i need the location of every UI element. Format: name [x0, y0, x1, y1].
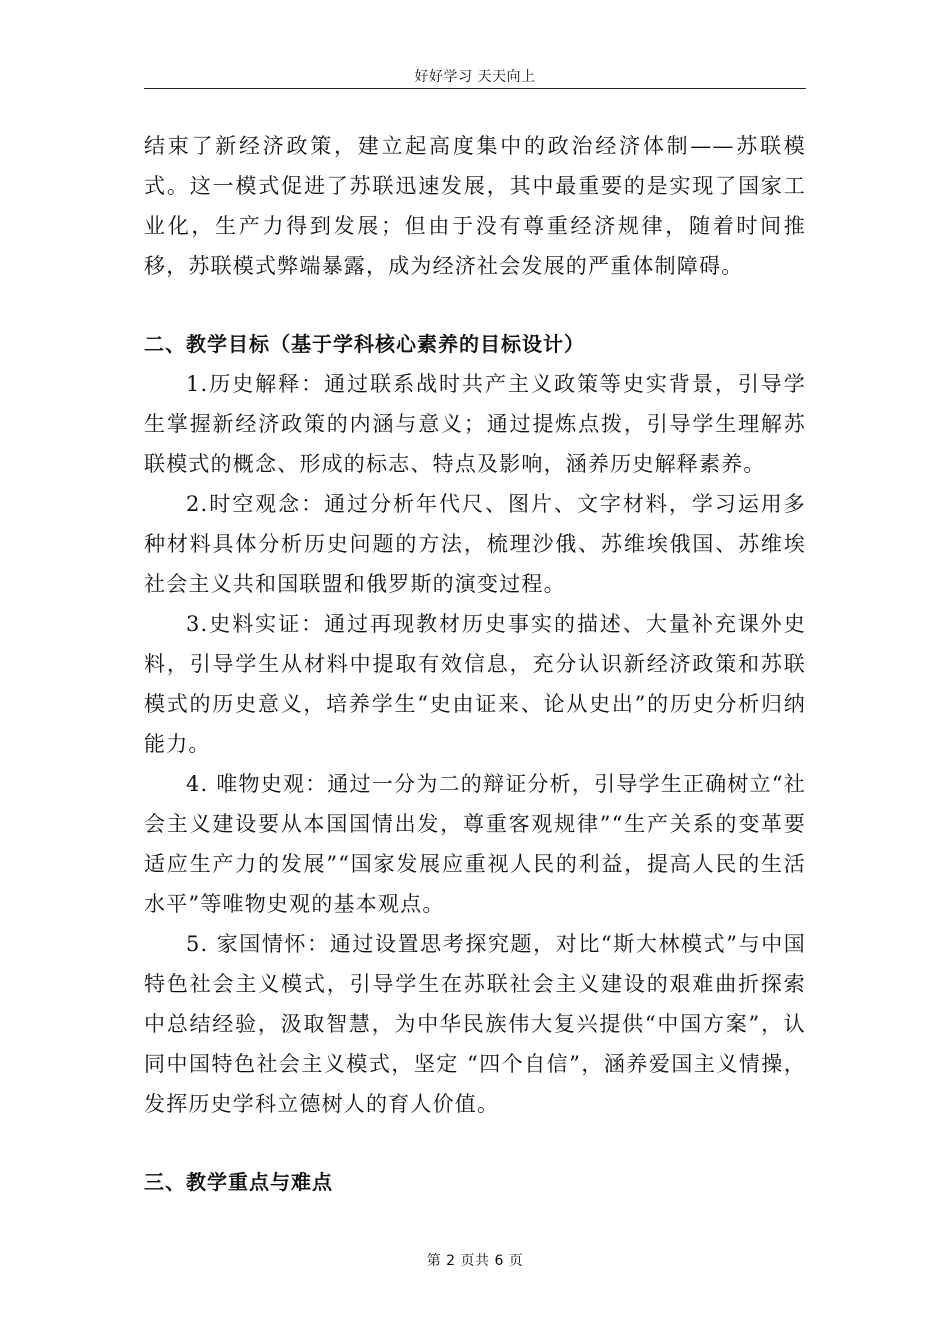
objective-time-space: 2.时空观念：通过分析年代尺、图片、文字材料，学习运用多种材料具体分析历史问题的方法，梳理沙俄、苏维埃俄国、苏维埃社会主义共和国联盟和俄罗斯的演变过程。: [144, 492, 806, 596]
section-2-heading: 二、教学目标（基于学科核心素养的目标设计）: [144, 332, 585, 356]
objective-history-interpretation: 1.历史解释：通过联系战时共产主义政策等史实背景，引导学生掌握新经济政策的内涵与意义；通过提炼点拨，引导学生理解苏联模式的概念、形成的标志、特点及影响，涵养历史解释素养。: [144, 372, 806, 476]
intro-paragraph: 结束了新经济政策，建立起高度集中的政治经济体制——苏联模式。这一模式促进了苏联迅速发展，其中最重要的是实现了国家工业化，生产力得到发展；但由于没有尊重经济规律，随着时间推移，苏联模式弊端暴露，成为经济社会发展的严重体制障碍。: [144, 134, 806, 278]
page-number: 第 2 页共 6 页: [426, 1253, 524, 1269]
header-motto: 好好学习 天天向上: [414, 69, 536, 85]
section-3-heading: 三、教学重点与难点: [144, 1170, 333, 1194]
page-header: [144, 66, 806, 89]
objective-evidence: 3.史料实证：通过再现教材历史事实的描述、大量补充课外史料，引导学生从材料中提取有效信息，充分认识新经济政策和苏联模式的历史意义，培养学生“史由证来、论从史出”的历史分析归纳能力。: [144, 612, 806, 756]
objective-patriotism: 5. 家国情怀：通过设置思考探究题，对比“斯大林模式”与中国特色社会主义模式，引导学生在苏联社会主义建设的艰难曲折探索中总结经验，汲取智慧，为中华民族伟大复兴提供“中国方案”，认同中国特色社会主义模式，坚定 “四个自信”，涵养爱国主义情操，发挥历史学科立德树人的育人价值。: [144, 932, 806, 1116]
objective-materialism: 4. 唯物史观：通过一分为二的辩证分析，引导学生正确树立“社会主义建设要从本国国情出发，尊重客观规律”“生产关系的变革要适应生产力的发展”“国家发展应重视人民的利益，提高人民的生活水平”等唯物史观的基本观点。: [144, 772, 806, 916]
document-body: [144, 126, 806, 1202]
page-footer: [0, 1250, 950, 1270]
